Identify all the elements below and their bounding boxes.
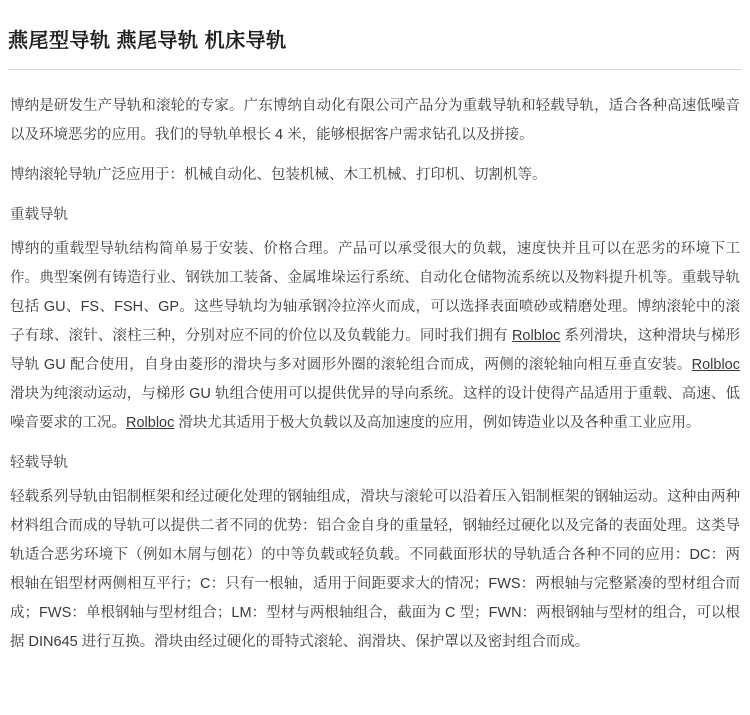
document-content bbox=[0, 70, 750, 657]
intro-paragraph-1: 博纳是研发生产导轨和滚轮的专家。广东博纳自动化有限公司产品分为重载导轨和轻载导轨，适合各种高速低噪音以及环境恶劣的应用。我们的导轨单根长 4 米，能够根据客户需求钻孔以及拼接。 bbox=[10, 97, 740, 143]
document-page bbox=[0, 13, 750, 715]
section-paragraph-heavy-duty: 博纳的重载型导轨结构简单易于安装、价格合理。产品可以承受很大的负载，速度快并且可以在恶劣的环境下工作。典型案例有铸造行业、钢铁加工装备、金属堆垛运行系统、自动化仓储物流系统以及物料提升机等。重载导轨包括 GU、FS、FSH、GP。这些导轨均为轴承钢冷拉淬火而成，可以选择表面喷砂或精磨处理。博纳滚轮中的滚子有球、滚针、滚柱三种，分别对应不同的价位以及负载能力。同时我们拥有 Rolbloc 系列滑块，这种滑块与梯形导轨 GU 配合使用，自身由菱形的滑块与多对圆形外圈的滚轮组合而成，两侧的滚轮轴向相互垂直安装。Rolbloc 滑块为纯滚动运动，与梯形 GU 轨组合使用可以提供优异的导向系统。这样的设计使得产品适用于重载、高速、低噪音要求的工况。Rolbloc 滑块尤其适用于极大负载以及高加速度的应用，例如铸造业以及各种重工业应用。 bbox=[10, 240, 741, 431]
product-name-rolbloc: Rolbloc bbox=[126, 414, 175, 431]
product-name-rolbloc: Rolbloc bbox=[691, 356, 740, 373]
section-paragraph-light-duty: 轻载系列导轨由铝制框架和经过硬化处理的钢轴组成，滑块与滚轮可以沿着压入铝制框架的钢轴运动。这种由两种材料组合而成的导轨可以提供二者不同的优势：铝合金自身的重量轻，钢轴经过硬化以及完备的表面处理。这类导轨适合恶劣环境下（例如木屑与刨花）的中等负载或轻负载。不同截面形状的导轨适合各种不同的应用：DC：两根轴在铝型材两侧相互平行；C：只有一根轴，适用于间距要求大的情况；FWS：两根轴与完整紧凑的型材组合而成；FWS：单根钢轴与型材组合；LM：型材与两根轴组合，截面为 C 型；FWN：两根钢轴与型材的组合，可以根据 DIN645 进行互换。滑块由经过硬化的哥特式滚轮、润滑块、保护罩以及密封组合而成。 bbox=[10, 488, 740, 650]
intro-paragraph-2: 博纳滚轮导轨广泛应用于：机械自动化、包装机械、木工机械、打印机、切割机等。 bbox=[10, 166, 547, 183]
page-title: 燕尾型导轨 燕尾导轨 机床导轨 bbox=[8, 30, 287, 53]
section-heading-heavy-duty: 重载导轨 bbox=[10, 206, 68, 223]
section-heading-light-duty: 轻载导轨 bbox=[10, 454, 68, 471]
product-name-rolbloc: Rolbloc bbox=[511, 327, 561, 344]
